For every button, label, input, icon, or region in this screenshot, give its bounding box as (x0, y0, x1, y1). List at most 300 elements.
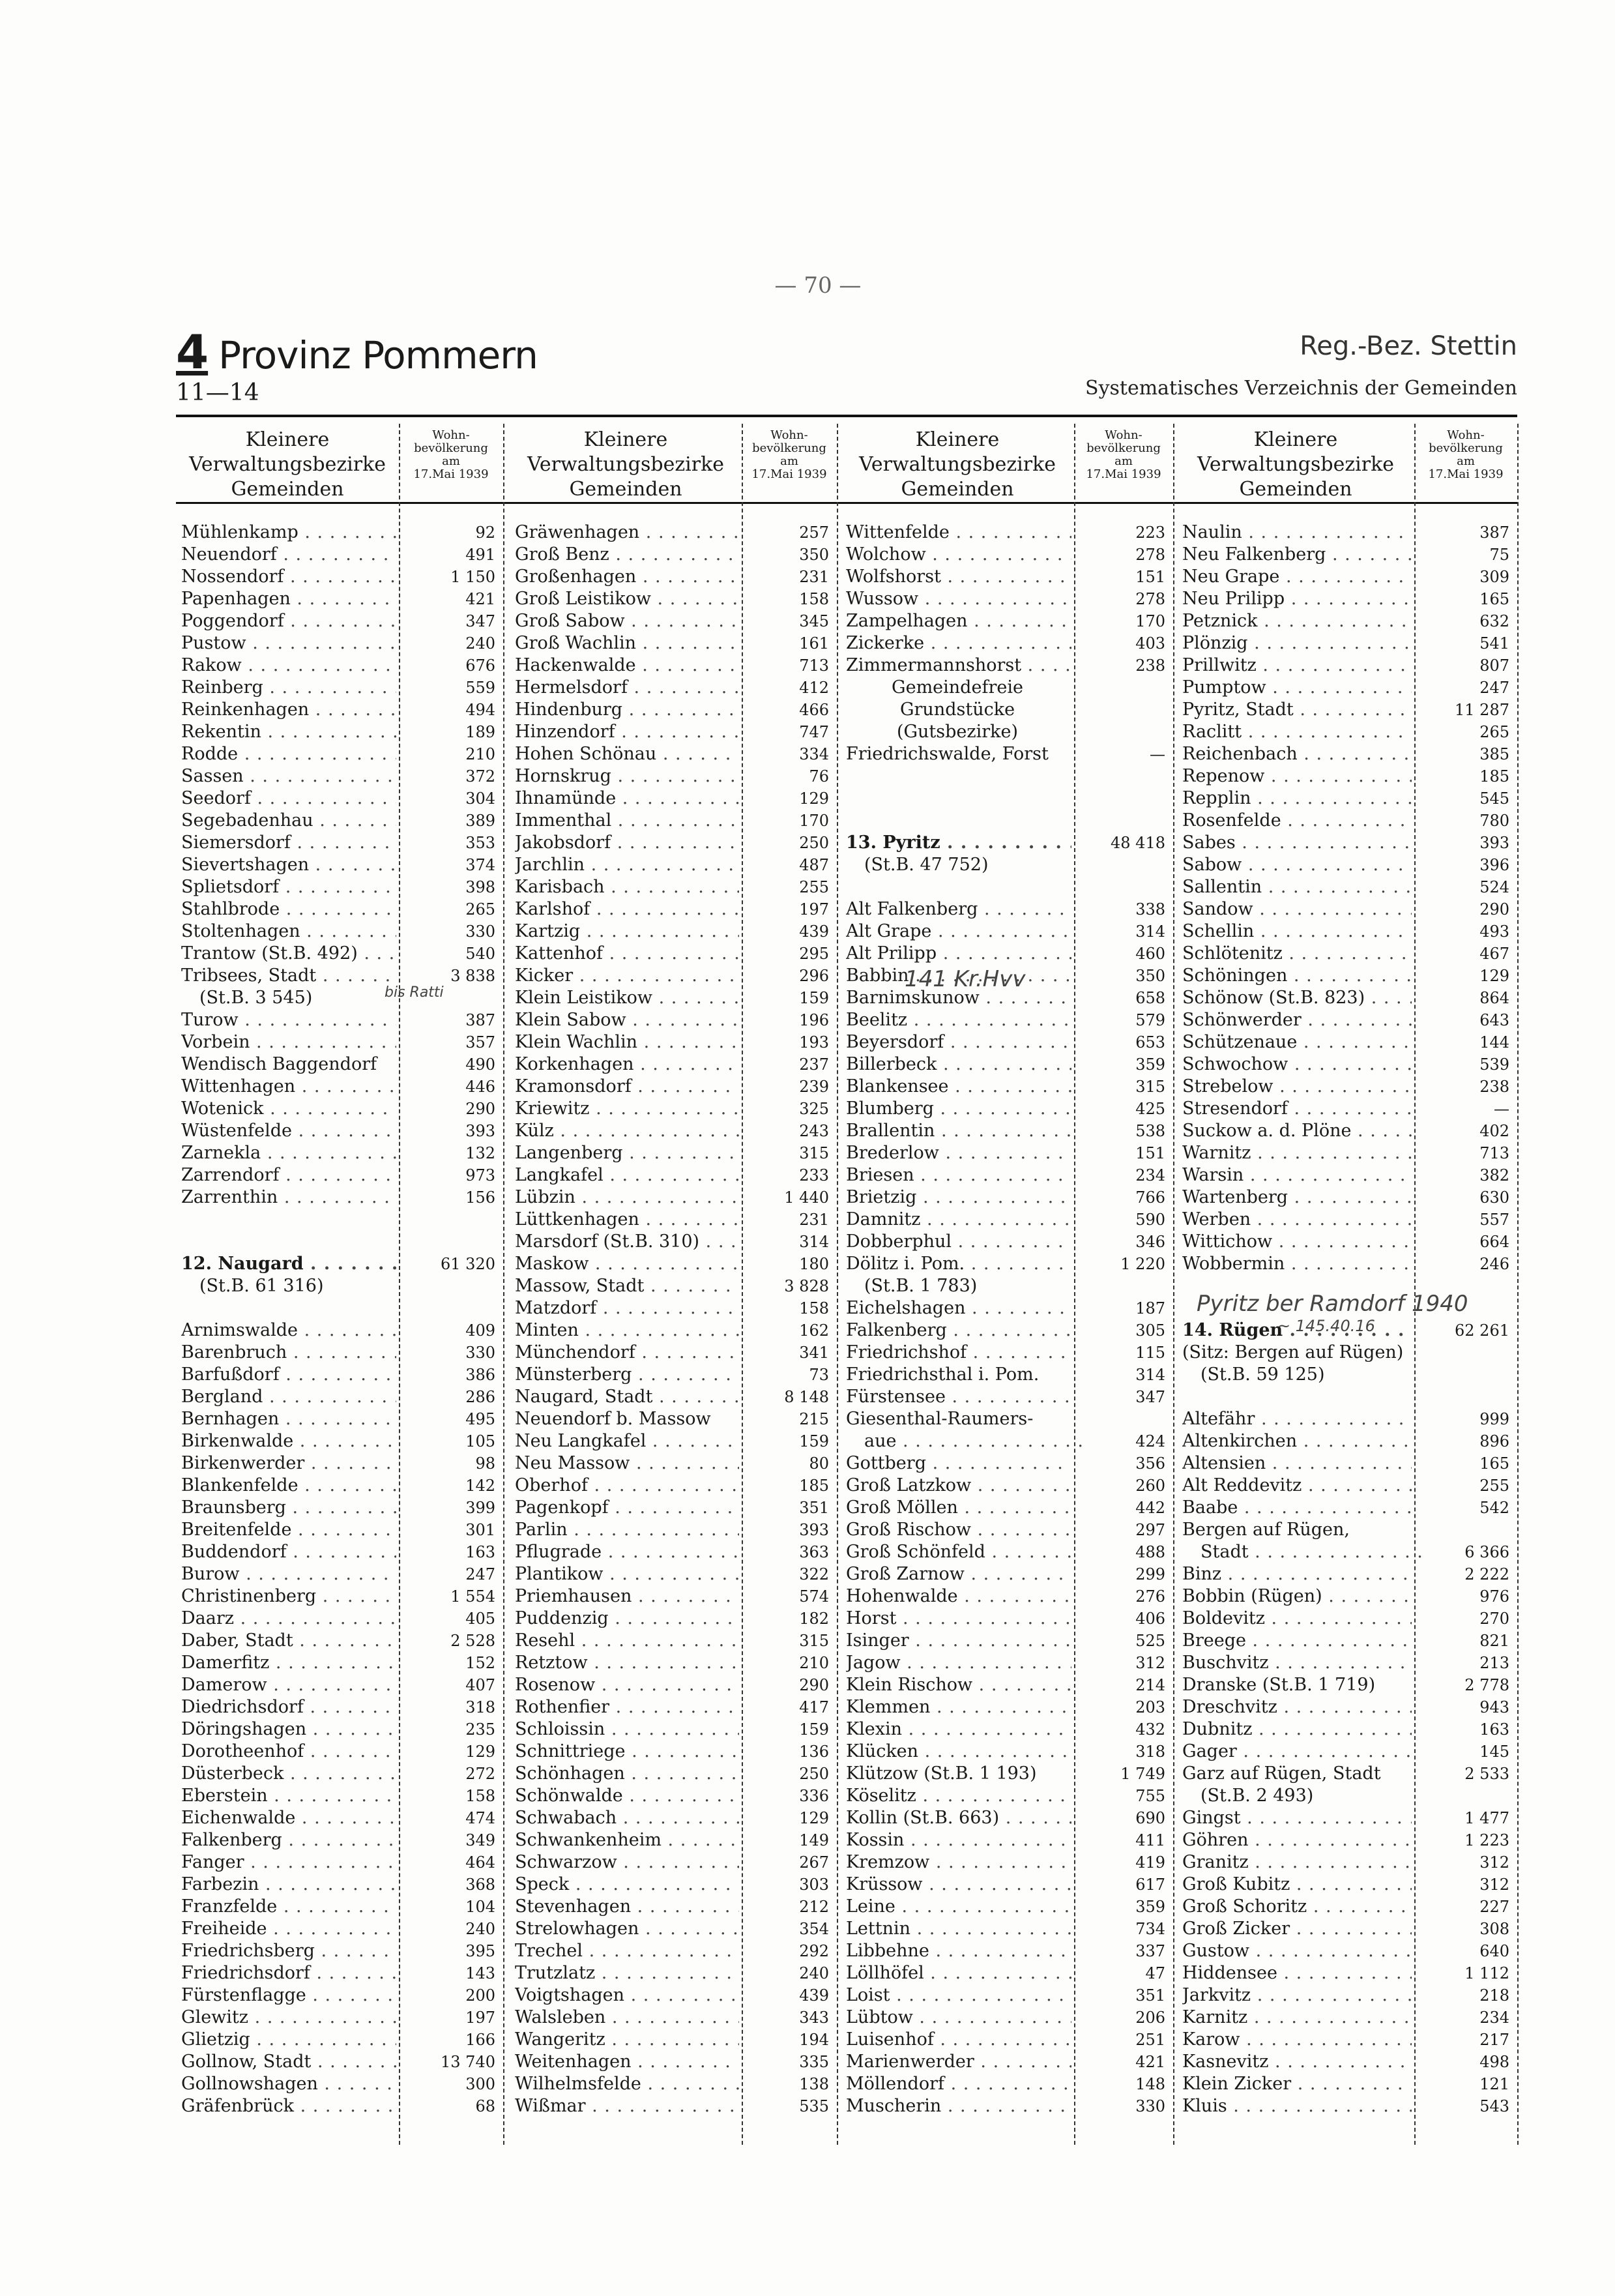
municipality-name: Jarchlin . . . (515, 854, 739, 876)
population-value: 466 (799, 701, 829, 719)
municipality-name: Christinenberg . . . (181, 1585, 396, 1608)
population-value: 643 (1479, 1011, 1509, 1029)
municipality-name: Karlshof . . . (515, 898, 739, 920)
population-value: 3 838 (450, 967, 495, 985)
population-value: 664 (1479, 1233, 1509, 1251)
header-population-line: 17.Mai 1939 (751, 467, 827, 481)
municipality-name: Giesenthal-Raumers- (846, 1409, 1034, 1429)
population-value: 233 (799, 1166, 829, 1185)
municipality-name: Matzdorf . . . (515, 1297, 739, 1319)
population-value: 144 (1479, 1033, 1509, 1052)
municipality-name: Falkenberg . . . (846, 1319, 1071, 1342)
municipality-name: Kriewitz . . . (515, 1098, 739, 1120)
population-value: 432 (1135, 1720, 1165, 1739)
municipality-name: Blankensee . . . (846, 1076, 1071, 1098)
municipality-name: Bergen auf Rügen, (1182, 1520, 1350, 1540)
municipality-name: Damerow . . . (181, 1674, 396, 1696)
population-value: 129 (465, 1743, 495, 1761)
population-value: 48 418 (1111, 834, 1165, 852)
population-value: 314 (799, 1233, 829, 1251)
municipality-name: Naulin . . . (1182, 522, 1412, 544)
header-name-line: Gemeinden (901, 478, 1014, 501)
municipality-name: Krüssow . . . (846, 1874, 1071, 1896)
municipality-name: Zarrenthin . . . (181, 1186, 396, 1209)
municipality-name: Wißmar . . . (515, 2095, 739, 2117)
municipality-name: Beyersdorf . . . (846, 1031, 1071, 1053)
municipality-name: Schnittriege . . . (515, 1741, 739, 1763)
population-value: 217 (1479, 2031, 1509, 2049)
municipality-name: Schöningen . . . (1182, 965, 1412, 987)
municipality-name: Briesen . . . (846, 1164, 1071, 1186)
population-value: 206 (1135, 2009, 1165, 2027)
municipality-name: Neuendorf b. Massow (515, 1409, 711, 1429)
population-value: 350 (799, 546, 829, 564)
municipality-name: Neu Grape . . . (1182, 566, 1412, 588)
header-name-line: Gemeinden (1239, 478, 1352, 501)
population-value: 382 (1479, 1166, 1509, 1185)
header-name-line: Verwaltungsbezirke (188, 453, 386, 476)
population-value: 690 (1135, 1809, 1165, 1827)
municipality-name: Vorbein . . . (181, 1031, 396, 1053)
population-value: 218 (1479, 1986, 1509, 2005)
municipality-name: Rosenfelde . . . (1182, 810, 1412, 832)
population-value: 159 (799, 989, 829, 1007)
municipality-name: Düsterbeck . . . (181, 1763, 396, 1785)
population-value: 403 (1135, 634, 1165, 653)
population-value: 300 (465, 2075, 495, 2093)
municipality-name: Zampelhagen . . . (846, 610, 1071, 632)
population-value: 488 (1135, 1543, 1165, 1561)
municipality-name: Göhren . . . (1182, 1829, 1412, 1851)
municipality-name: Breitenfelde . . . (181, 1519, 396, 1541)
municipality-name: Zimmermannshorst . . . (846, 655, 1071, 677)
population-value: 238 (1135, 656, 1165, 675)
municipality-name: Leine . . . (846, 1896, 1071, 1918)
municipality-name: Karow . . . (1182, 2029, 1412, 2051)
municipality-name: Klemmen . . . (846, 1696, 1071, 1718)
population-value: 243 (799, 1122, 829, 1140)
population-value: 439 (799, 922, 829, 941)
population-value: 312 (1135, 1654, 1165, 1672)
population-value: 557 (1479, 1211, 1509, 1229)
population-value: 1 554 (450, 1587, 495, 1606)
municipality-name: Bergland . . . (181, 1386, 396, 1408)
population-value: 747 (799, 723, 829, 741)
population-value: 330 (465, 1344, 495, 1362)
municipality-name: Schönow (St.B. 823) . . . (1182, 987, 1412, 1009)
population-value: 372 (465, 767, 495, 786)
header-population-line: am (780, 454, 798, 468)
population-value: 351 (1135, 1986, 1165, 2005)
municipality-name: Hindenburg . . . (515, 699, 739, 721)
municipality-name: Fanger . . . (181, 1851, 396, 1874)
population-value: 251 (1135, 2031, 1165, 2049)
header-population-line: bevölkerung (1429, 441, 1503, 455)
population-value: 1 150 (450, 568, 495, 586)
header-name-label (510, 428, 742, 502)
municipality-name: Klein Rischow . . . (846, 1674, 1071, 1696)
population-value: 540 (465, 945, 495, 963)
municipality-name: Trantow (St.B. 492) . . . (181, 943, 396, 965)
population-value: 398 (465, 878, 495, 896)
population-value: 999 (1479, 1410, 1509, 1428)
municipality-name: Daarz . . . (181, 1608, 396, 1630)
population-value: 330 (465, 922, 495, 941)
municipality-name: Turow . . . (181, 1009, 396, 1031)
municipality-name: Groß Zarnow . . . (846, 1563, 1071, 1585)
population-value: 13 740 (441, 2053, 495, 2071)
municipality-name: Brietzig . . . (846, 1186, 1071, 1209)
municipality-name: Eichenwalde . . . (181, 1807, 396, 1829)
population-value: 976 (1479, 1587, 1509, 1606)
municipality-name: Klein Wachlin . . . (515, 1031, 739, 1053)
municipality-name: Karnitz . . . (1182, 2007, 1412, 2029)
population-value: 396 (1479, 856, 1509, 874)
population-value: 821 (1479, 1632, 1509, 1650)
municipality-name: Zarrendorf . . . (181, 1164, 396, 1186)
municipality-name: Sandow . . . (1182, 898, 1412, 920)
population-value: 239 (799, 1078, 829, 1096)
municipality-name: Rakow . . . (181, 655, 396, 677)
population-value: 734 (1135, 1920, 1165, 1938)
municipality-name: Strebelow . . . (1182, 1076, 1412, 1098)
population-value: 247 (1479, 679, 1509, 697)
population-value: 196 (799, 1011, 829, 1029)
municipality-name: Klein Sabow . . . (515, 1009, 739, 1031)
municipality-name: Schönwalde . . . (515, 1785, 739, 1807)
population-value: 374 (465, 856, 495, 874)
population-value: 314 (1135, 1366, 1165, 1384)
municipality-name: Tribsees, Stadt . . . (181, 965, 396, 987)
municipality-name: Binz . . . (1182, 1563, 1412, 1585)
municipality-name: Stoltenhagen . . . (181, 920, 396, 943)
municipality-name: Bernhagen . . . (181, 1408, 396, 1430)
municipality-name: Wobbermin . . . (1182, 1253, 1412, 1275)
municipality-name: Langkafel . . . (515, 1164, 739, 1186)
population-value: 345 (799, 612, 829, 630)
header-population-line: Wohn- (432, 428, 470, 442)
header-population-label (1414, 429, 1517, 481)
municipality-name: Friedrichsberg . . . (181, 1940, 396, 1962)
municipality-name: Langenberg . . . (515, 1142, 739, 1164)
municipality-name: Hohenwalde . . . (846, 1585, 1071, 1608)
population-value: 368 (465, 1876, 495, 1894)
population-value: 347 (1135, 1388, 1165, 1406)
population-value: 351 (799, 1499, 829, 1517)
municipality-name: Külz . . . (515, 1120, 739, 1142)
population-value: 163 (1479, 1720, 1509, 1739)
population-value: 165 (1479, 590, 1509, 608)
population-value: 318 (1135, 1743, 1165, 1761)
column-divider (503, 424, 504, 2145)
municipality-name: Lüttkenhagen . . . (515, 1209, 739, 1231)
municipality-name: Strelowhagen . . . (515, 1918, 739, 1940)
population-value: 424 (1135, 1432, 1165, 1450)
population-value: 75 (1489, 546, 1509, 564)
population-value: 295 (799, 945, 829, 963)
population-value: 129 (799, 789, 829, 808)
population-value: 163 (465, 1543, 495, 1561)
municipality-name: Muscherin . . . (846, 2095, 1071, 2117)
population-value: 356 (1135, 1454, 1165, 1473)
population-value: 393 (1479, 834, 1509, 852)
population-value: 309 (1479, 568, 1509, 586)
municipality-name: Schwarzow . . . (515, 1851, 739, 1874)
municipality-name: Grundstücke (899, 699, 1015, 720)
municipality-name: Gingst . . . (1182, 1807, 1412, 1829)
population-value: 766 (1135, 1188, 1165, 1207)
municipality-name: Münchendorf . . . (515, 1342, 739, 1364)
municipality-name: Hermelsdorf . . . (515, 677, 739, 699)
population-value: 393 (465, 1122, 495, 1140)
municipality-name: Maskow . . . (515, 1253, 739, 1275)
municipality-name: Walsleben . . . (515, 2007, 739, 2029)
population-value: 161 (799, 634, 829, 653)
population-value: 240 (799, 1964, 829, 1982)
population-value: 250 (799, 834, 829, 852)
header-name-label (176, 428, 399, 502)
municipality-name: Birkenwalde . . . (181, 1430, 396, 1452)
population-value: 363 (799, 1543, 829, 1561)
population-value: 214 (1135, 1676, 1165, 1694)
population-value: 343 (799, 2009, 829, 2027)
population-value: 308 (1479, 1920, 1509, 1938)
municipality-name: Alt Falkenberg . . . (846, 898, 1071, 920)
municipality-name: Klützow (St.B. 1 193) (846, 1763, 1037, 1784)
population-value: 170 (1135, 612, 1165, 630)
municipality-name: Gottberg . . . (846, 1452, 1071, 1475)
population-value: 240 (465, 1920, 495, 1938)
municipality-name: Jakobsdorf . . . (515, 832, 739, 854)
municipality-name: Priemhausen . . . (515, 1585, 739, 1608)
handwritten-note: Pyritz ber Ramdorf 1940 (1197, 1291, 1468, 1317)
municipality-name: Wendisch Baggendorf (181, 1054, 377, 1074)
population-value: 203 (1135, 1698, 1165, 1716)
municipality-name: Freiheide . . . (181, 1918, 396, 1940)
municipality-name: Friedrichsdorf . . . (181, 1962, 396, 1984)
municipality-name: Gollnowshagen . . . (181, 2073, 396, 2095)
population-value: 278 (1135, 590, 1165, 608)
population-value: 213 (1479, 1654, 1509, 1672)
population-value: 359 (1135, 1898, 1165, 1916)
municipality-name: Altensien . . . (1182, 1452, 1412, 1475)
population-value: 334 (799, 745, 829, 763)
municipality-name: Groß Schönfeld . . . (846, 1541, 1071, 1563)
municipality-name: Pyritz, Stadt . . . (1182, 699, 1412, 721)
municipality-name: Kluis . . . (1182, 2095, 1412, 2117)
municipality-name: Petznick . . . (1182, 610, 1412, 632)
municipality-name: Neu Prilipp . . . (1182, 588, 1412, 610)
population-value: 194 (799, 2031, 829, 2049)
population-value: 349 (465, 1831, 495, 1849)
municipality-name: Boldevitz . . . (1182, 1608, 1412, 1630)
population-value: 290 (799, 1676, 829, 1694)
population-value: 301 (465, 1521, 495, 1539)
population-value: 299 (1135, 1565, 1165, 1583)
header-population-line: am (1114, 454, 1133, 468)
population-value: 807 (1479, 656, 1509, 675)
population-value: 235 (465, 1720, 495, 1739)
population-value: 491 (465, 546, 495, 564)
municipality-name: (Gutsbezirke) (896, 722, 1019, 742)
municipality-name: Kossin . . . (846, 1829, 1071, 1851)
population-value: 354 (799, 1920, 829, 1938)
population-value: 330 (1135, 2097, 1165, 2115)
population-value: 322 (799, 1565, 829, 1583)
municipality-name: Neu Falkenberg . . . (1182, 544, 1412, 566)
population-value: 162 (799, 1321, 829, 1340)
municipality-name: Bobbin (Rügen) . . . (1182, 1585, 1412, 1608)
municipality-name: Sallentin . . . (1182, 876, 1412, 898)
population-value: 325 (799, 1100, 829, 1118)
population-value: 417 (799, 1698, 829, 1716)
municipality-name: Eberstein . . . (181, 1785, 396, 1807)
population-value: 276 (1135, 1587, 1165, 1606)
column-divider (837, 424, 838, 2145)
municipality-name: Gager . . . (1182, 1741, 1412, 1763)
population-value: 630 (1479, 1188, 1509, 1207)
municipality-name: Repplin . . . (1182, 787, 1412, 810)
population-value: 278 (1135, 546, 1165, 564)
population-value: 265 (1479, 723, 1509, 741)
municipality-name: Dreschvitz . . . (1182, 1696, 1412, 1718)
municipality-name: Döringshagen . . . (181, 1718, 396, 1741)
municipality-name: Retztow . . . (515, 1652, 739, 1674)
header-population-line: bevölkerung (752, 441, 826, 455)
municipality-name: Kicker . . . (515, 965, 739, 987)
municipality-name: Karisbach . . . (515, 876, 739, 898)
population-value: 272 (465, 1765, 495, 1783)
population-value: 409 (465, 1321, 495, 1340)
header-population-label (742, 429, 837, 481)
population-value: 105 (465, 1432, 495, 1450)
population-value: 402 (1479, 1122, 1509, 1140)
municipality-name: Rothenfier . . . (515, 1696, 739, 1718)
population-value: 525 (1135, 1632, 1165, 1650)
population-value: 6 366 (1464, 1543, 1509, 1561)
municipality-name: (St.B. 1 783) (864, 1276, 978, 1296)
municipality-name: Alt Reddevitz . . . (1182, 1475, 1412, 1497)
municipality-name: Farbezin . . . (181, 1874, 396, 1896)
municipality-name: Rekentin . . . (181, 721, 396, 743)
municipality-name: Marsdorf (St.B. 310) . . . (515, 1231, 739, 1253)
municipality-name: Groß Leistikow . . . (515, 588, 739, 610)
municipality-name: Pustow . . . (181, 632, 396, 655)
population-value: 315 (799, 1144, 829, 1162)
municipality-name: Pagenkopf . . . (515, 1497, 739, 1519)
municipality-name: Groß Sabow . . . (515, 610, 739, 632)
municipality-name: Gustow . . . (1182, 1940, 1412, 1962)
municipality-name: Wussow . . . (846, 588, 1071, 610)
municipality-name: Friedrichswalde, Forst (846, 744, 1049, 764)
municipality-name: Poggendorf . . . (181, 610, 396, 632)
municipality-name: Hohen Schönau . . . (515, 743, 739, 765)
municipality-name: Schönwerder . . . (1182, 1009, 1412, 1031)
population-value: 617 (1135, 1876, 1165, 1894)
population-value: 535 (799, 2097, 829, 2115)
population-value: 129 (799, 1809, 829, 1827)
municipality-name: Breege . . . (1182, 1630, 1412, 1652)
municipality-name: Wotenick . . . (181, 1098, 396, 1120)
population-value: 260 (1135, 1477, 1165, 1495)
municipality-name: Schloissin . . . (515, 1718, 739, 1741)
population-value: 542 (1479, 1499, 1509, 1517)
municipality-name: Reinkenhagen . . . (181, 699, 396, 721)
municipality-name: Immenthal . . . (515, 810, 739, 832)
municipality-name: Sabow . . . (1182, 854, 1412, 876)
population-value: 346 (1135, 1233, 1165, 1251)
header-population-line: Wohn- (770, 428, 808, 442)
population-value: 538 (1135, 1122, 1165, 1140)
municipality-name: Groß Zicker . . . (1182, 1918, 1412, 1940)
municipality-name: Kattenhof . . . (515, 943, 739, 965)
header-rule (176, 502, 1517, 504)
header-name-label (841, 428, 1074, 502)
municipality-name: aue . . . (864, 1430, 1090, 1452)
population-value: 159 (799, 1720, 829, 1739)
municipality-name: Seedorf . . . (181, 787, 396, 810)
municipality-name: 12. Naugard . . . (181, 1253, 396, 1275)
population-value: 341 (799, 1344, 829, 1362)
header-population-line: bevölkerung (1086, 441, 1161, 455)
population-value: 270 (1479, 1610, 1509, 1628)
municipality-name: Daber, Stadt . . . (181, 1630, 396, 1652)
population-value: 8 148 (784, 1388, 829, 1406)
population-value: 297 (1135, 1521, 1165, 1539)
municipality-name: Mühlenkamp . . . (181, 522, 396, 544)
municipality-name: Altefähr . . . (1182, 1408, 1412, 1430)
municipality-name: Neu Langkafel . . . (515, 1430, 739, 1452)
municipality-name: Barfußdorf . . . (181, 1364, 396, 1386)
population-value: 405 (465, 1610, 495, 1628)
population-value: 210 (799, 1654, 829, 1672)
municipality-name: Dorotheenhof . . . (181, 1741, 396, 1763)
population-value: 1 440 (784, 1188, 829, 1207)
municipality-name: Korkenhagen . . . (515, 1053, 739, 1076)
population-value: 180 (799, 1255, 829, 1273)
municipality-name: Reichenbach . . . (1182, 743, 1412, 765)
population-value: 1 223 (1464, 1831, 1509, 1849)
municipality-name: 14. Rügen . . . (1182, 1319, 1412, 1342)
municipality-name: (St.B. 2 493) (1200, 1786, 1314, 1806)
municipality-name: Pflugrade . . . (515, 1541, 739, 1563)
municipality-name: Oberhof . . . (515, 1475, 739, 1497)
municipality-name: Weitenhagen . . . (515, 2051, 739, 2073)
municipality-name: Schwochow . . . (1182, 1053, 1412, 1076)
population-value: 353 (465, 834, 495, 852)
population-value: 318 (465, 1698, 495, 1716)
page-title (176, 325, 538, 379)
municipality-name: Klein Leistikow . . . (515, 987, 739, 1009)
population-value: 151 (1135, 568, 1165, 586)
header-name-line: Kleinere (1253, 428, 1338, 451)
header-name-line: Verwaltungsbezirke (858, 453, 1056, 476)
municipality-name: Brallentin . . . (846, 1120, 1071, 1142)
municipality-name: Hackenwalde . . . (515, 655, 739, 677)
municipality-name: Plönzig . . . (1182, 632, 1412, 655)
municipality-name: Speck . . . (515, 1874, 739, 1896)
population-value: 389 (465, 812, 495, 830)
municipality-name: Jagow . . . (846, 1652, 1071, 1674)
municipality-name: Libbehne . . . (846, 1940, 1071, 1962)
municipality-name: Trutzlatz . . . (515, 1962, 739, 1984)
population-value: 359 (1135, 1055, 1165, 1074)
population-value: 231 (799, 1211, 829, 1229)
population-value: 142 (465, 1477, 495, 1495)
population-value: — (1150, 745, 1165, 763)
municipality-name: Stahlbrode . . . (181, 898, 396, 920)
municipality-name: Groß Benz . . . (515, 544, 739, 566)
